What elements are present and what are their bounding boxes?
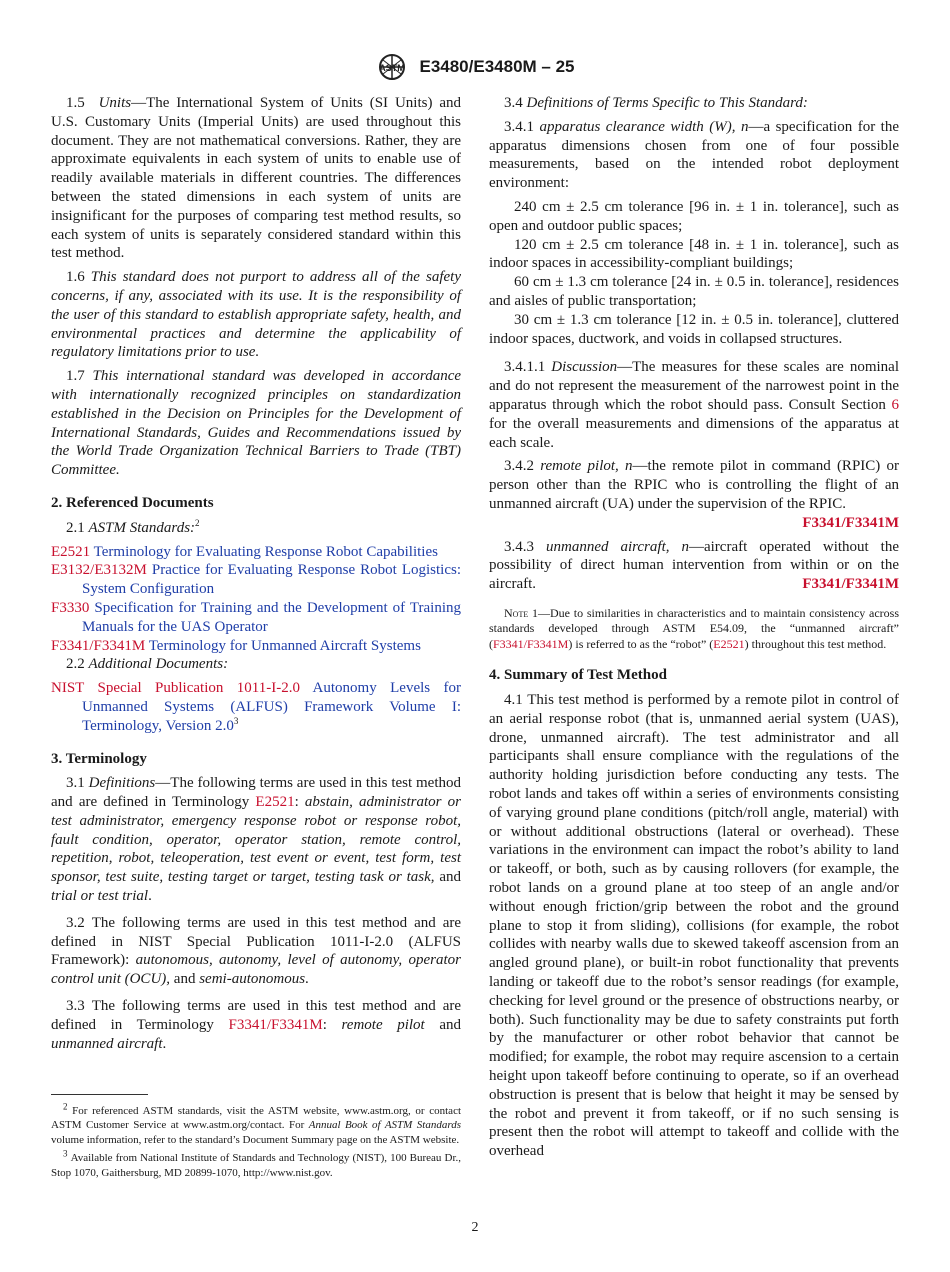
reference-title-link[interactable]: Terminology for Unmanned Aircraft Systems	[148, 637, 421, 654]
section-1-7: 1.7 This international standard was developed in accordance with internationally recognized principles on standardization established in the Decision on Principles for the Development of International Standards, Guides and Recommendations issued by the World Trade Organization Technical Barriers to Trade (TBT) Committee.	[51, 368, 462, 479]
section-2-2: 2.2 Additional Documents:	[66, 656, 229, 673]
section-3-3: 3.3 The following terms are used in this test method and are defined in Terminology F3341/F3341M: remote pilot and unmanned aircraft.	[51, 998, 462, 1052]
footnote-divider	[51, 1094, 148, 1095]
reference-code-link[interactable]: E2521	[51, 543, 91, 560]
section-2-1: 2.1 ASTM Standards:$^2$	[66, 517, 200, 536]
page-number: 2	[471, 1220, 479, 1235]
heading-referenced-documents: 2. Referenced Documents	[51, 494, 214, 511]
f3341-source-link[interactable]: F3341/F3341M	[802, 575, 899, 592]
heading-summary-of-test-method: 4. Summary of Test Method	[489, 667, 667, 684]
svg-text:ASTM: ASTM	[379, 63, 406, 73]
reference-title-link[interactable]: Terminology for Evaluating Response Robot Capabilities	[93, 543, 438, 560]
reference-e3132	[51, 561, 461, 599]
footnote-3: $^3$ Available from National Institute of Standards and Technology (NIST), 100 Bureau Dr., Stop 1070, Gaithersburg, MD 20899-1070, http://www.nist.gov.	[51, 1148, 462, 1179]
reference-code-link[interactable]: F3330	[51, 599, 90, 616]
reference-title-link[interactable]: Specification for Training and the Development of Training Manuals for the UAS Operator	[82, 599, 462, 635]
reference-nist: NIST Special Publication 1011-I-2.0 Autonomy Levels for Unmanned Systems (ALFUS) Framework Volume I: Terminology, Version $2.0^3$	[51, 680, 462, 734]
reference-f3341	[51, 637, 461, 656]
width-60: 60 cm ± 1.3 cm tolerance [24 in. ± 0.5 in. tolerance], residences and aisles of public transportation;	[489, 274, 899, 309]
section-1-5: 1.5 Units—The International System of Units (SI Units) and U.S. Customary Units (Imperial Units) are used throughout this document. They are not mathematical conversions. Rather, they are approximate equivalents in each system of units to enable use of readily available materials in different countries. The differences between the stated dimensions in each system of units are insignificant for the purposes of comparing test method results, so each system of units is separately considered standard within this test method.	[51, 95, 462, 262]
section-3-4-2: 3.4.2 remote pilot, n—the remote pilot in command (RPIC) or person other than the RPIC who is controlling the flight of an unmanned aircraft (UA) under the supervision of the RPIC.	[489, 458, 899, 512]
section-3-4-1-1: 3.4.1.1 Discussion—The measures for these scales are nominal and do not represent the measurement of the narrowest point in the apparatus through which the robot should pass. Consult Section 6 for the overall measurements and dimensions of the apparatus at each scale.	[489, 359, 899, 451]
section-4-1: 4.1 This test method is performed by a remote pilot in control of an aerial response robot (that is, unmanned aerial system (UAS), drone, unmanned aircraft). The test administrator and all participants shall ensure compliance with the regulations of the authority holding jurisdiction before conducting any tests. The robot lands and takes off within a series of environments consisting of varying ground plane conditions (pitch/roll angle, material) with or without additional obstructions (lateral or overhead). These variations in the environment can impact the robot’s ability to land or takeoff, or both, such as by causing rollovers (for example, the robot lands on a ground plane at too steep of an angle and/or without enough friction/grip between the robot and the ground plane to stop it from sliding), collisions (for example, the robot collides with nearby walls due to skewed takeoff ascension from an angled ground plane), or built-in robot functionality that prevents landing or takeoff due to the robot’s sensor readings (for example, checking for level ground or the presence of obstructions nearby, or both). Such functionality may be due to safety constraints put forth by the manufacturer or other robot behavior that cannot be modified; for example, the robot may require ascension to a certain height upon takeoff before continuing to operate, so if an overhead obstruction is present that is below that height it may be sensed by the robot and prevent it from takeoff, or if no such sensing is present then the robot will attempt to takeoff and collide with the overhead	[489, 692, 900, 1160]
reference-e2521	[51, 543, 461, 562]
width-120: 120 cm ± 2.5 cm tolerance [48 in. ± 1 in. tolerance], such as indoor spaces in accessibility-compliant buildings;	[489, 236, 899, 272]
section-6-link[interactable]: 6	[891, 396, 899, 413]
left-column	[51, 94, 461, 1058]
f3341-link[interactable]: F3341/F3341M	[228, 1016, 323, 1033]
heading-terminology: 3. Terminology	[51, 750, 147, 767]
astm-logo-icon	[375, 52, 409, 82]
section-3-4-1: 3.4.1 apparatus clearance width (W), n—a specification for the apparatus dimensions chosen from one of four possible measurements, based on the intended robot deployment environment:	[489, 118, 899, 192]
e2521-link[interactable]: E2521	[713, 636, 745, 651]
right-column	[489, 94, 899, 1166]
section-3-2: 3.2 The following terms are used in this test method and are defined in NIST Special Publication 1011-I-2.0 (ALFUS Framework): autonomous, autonomy, level of autonomy, operator control unit (OCU), and semi-autonomous.	[51, 914, 462, 988]
width-30: 30 cm ± 1.3 cm tolerance [12 in. ± 0.5 in. tolerance], cluttered indoor spaces, ductwork, and voids in collapsed structures.	[489, 311, 899, 347]
reference-f3330	[51, 599, 461, 637]
f3341-source-link[interactable]: F3341/F3341M	[802, 514, 899, 531]
reference-title-link[interactable]: Practice for Evaluating Response Robot Logistics: System Configuration	[82, 562, 462, 598]
section-3-1: 3.1 Definitions—The following terms are used in this test method and are defined in Terminology E2521: abstain, administrator or test administrator, emergency response robot or response robot, fault condition, operator, operator station, remote control, repetition, robot, teleoperation, test event or event, test form, test sponsor, test suite, testing target or target, testing task or task, and trial or test trial.	[51, 775, 462, 905]
section-3-4: 3.4 Definitions of Terms Specific to This Standard:	[504, 95, 808, 111]
note-1: Note 1—Due to similarities in characteristics and to maintain consistency across standards developed through ASTM E54.09, the “unmanned aircraft” (F3341/F3341M) is referred to as the “robot” (E2521) throughout this test method.	[489, 605, 900, 651]
section-1-6: 1.6 This standard does not purport to address all of the safety concerns, if any, associated with its use. It is the responsibility of the user of this standard to establish appropriate safety, health, and environmental practices and determine the applicability of regulatory limitations prior to use.	[51, 269, 461, 361]
width-240: 240 cm ± 2.5 cm tolerance [96 in. ± 1 in. tolerance], such as open and outdoor public spaces;	[489, 198, 899, 234]
reference-title-link[interactable]: Autonomy Levels for Unmanned Systems (ALFUS) Framework Volume I: Terminology, Version 2.0	[82, 680, 462, 734]
standard-designation: E3480/E3480M – 25	[419, 57, 575, 76]
e2521-link[interactable]: E2521	[255, 794, 295, 811]
section-3-4-3: 3.4.3 unmanned aircraft, n—aircraft operated without the possibility of direct human intervention from within or on the aircraft.	[489, 538, 899, 593]
footnote-2: $^2$ For referenced ASTM standards, visit the ASTM website, www.astm.org, or contact ASTM Customer Service at www.astm.org/contact. For Annual Book of ASTM Standards volume information, refer to the standard’s Document Summary page on the ASTM website.	[51, 1101, 462, 1146]
reference-code-link[interactable]: E3132/E3132M	[51, 562, 147, 579]
footnotes	[51, 1101, 462, 1184]
reference-code-link[interactable]: F3341/F3341M	[51, 637, 146, 654]
reference-code-link[interactable]: NIST Special Publication 1011-I-2.0	[51, 680, 300, 697]
page-header	[0, 52, 950, 82]
f3341-link[interactable]: F3341/F3341M	[493, 636, 569, 651]
